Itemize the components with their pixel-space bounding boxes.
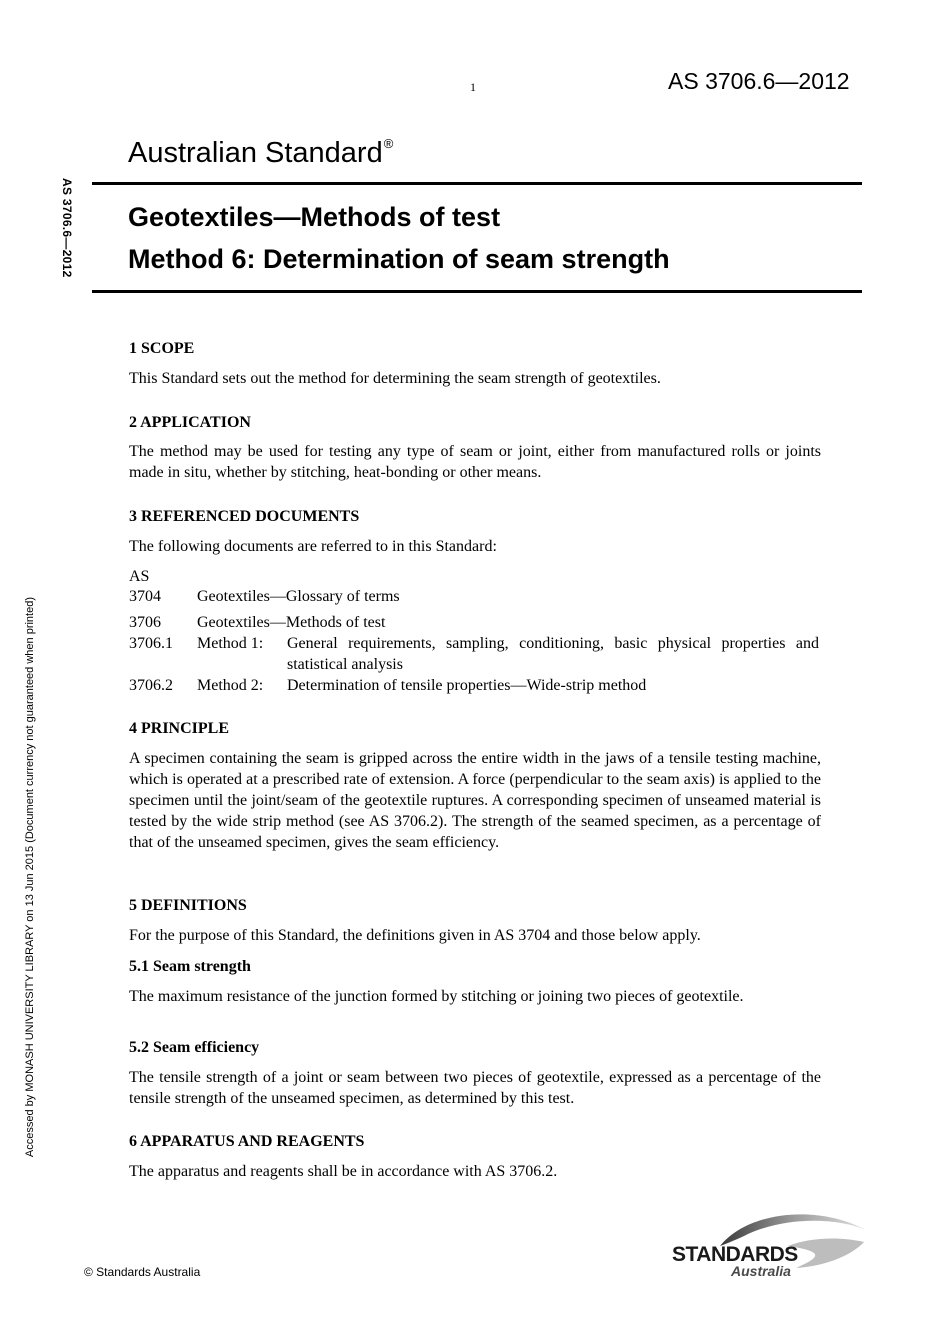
- ref-number: 3706.2: [129, 677, 173, 694]
- ref-method: Method 1:: [197, 635, 264, 652]
- ref-number: 3706.1: [129, 635, 173, 652]
- title-line-1: Geotextiles—Methods of test: [128, 202, 501, 232]
- page-number: 1: [470, 80, 476, 94]
- section-2-heading: 2 APPLICATION: [129, 414, 251, 431]
- subsection-5-1-heading: 5.1 Seam strength: [129, 958, 251, 975]
- top-rule: [92, 182, 862, 185]
- logo-subtitle: Australia: [731, 1263, 791, 1279]
- ref-title: Geotextiles—Methods of test: [197, 614, 386, 631]
- section-5-text: For the purpose of this Standard, the definitions given in AS 3704 and those below apply.: [129, 927, 701, 944]
- side-document-code: AS 3706.6—2012: [60, 178, 74, 278]
- ref-method: Method 2:: [197, 677, 264, 694]
- section-4-heading: 4 PRINCIPLE: [129, 720, 230, 737]
- section-5-heading: 5 DEFINITIONS: [129, 897, 247, 914]
- ref-prefix: AS: [129, 568, 150, 585]
- standard-label-text: Australian Standard: [128, 137, 383, 169]
- registered-mark: ®: [383, 136, 394, 151]
- ref-title: Geotextiles—Glossary of terms: [197, 588, 400, 605]
- bottom-rule: [92, 290, 862, 293]
- subsection-5-2-text: The tensile strength of a joint or seam between two pieces of geotextile, expressed as a percentage of the tensile strength of the unseamed specimen, as determined by this test.: [129, 1069, 821, 1107]
- section-3-heading: 3 REFERENCED DOCUMENTS: [129, 508, 360, 525]
- section-1-text: This Standard sets out the method for determining the seam strength of geotextiles.: [129, 370, 661, 387]
- section-2-text: The method may be used for testing any type of seam or joint, either from manufactured rolls or joints made in situ, whether by stitching, heat-bonding or other means.: [129, 443, 821, 481]
- logo-wordmark: STANDARDS: [672, 1243, 798, 1266]
- document-code: AS 3706.6—2012: [668, 68, 850, 94]
- section-4-text: A specimen containing the seam is gripped across the entire width in the jaws of a tensile testing machine, which is operated at a prescribed rate of extension. A force (perpendicular to the seam axis) is applied to the specimen until the joint/seam of the geotextile ruptures. A corresponding specimen of unseamed material is tested by the wide strip method (see AS 3706.2). The strength of the seamed specimen, as a percentage of that of the unseamed specimen, gives the seam efficiency.: [129, 750, 821, 851]
- ref-row: [129, 586, 161, 607]
- section-6-heading: 6 APPARATUS AND REAGENTS: [129, 1133, 365, 1150]
- standard-label: [128, 136, 393, 170]
- subsection-5-1-text: The maximum resistance of the junction formed by stitching or joining two pieces of geotextile.: [129, 988, 744, 1005]
- ref-title: General requirements, sampling, conditioning, basic physical properties and statistical analysis: [287, 635, 819, 673]
- subsection-5-2-heading: 5.2 Seam efficiency: [129, 1039, 260, 1056]
- title-line-2: Method 6: Determination of seam strength: [128, 244, 670, 274]
- ref-title: Determination of tensile properties—Wide-strip method: [287, 677, 647, 694]
- access-note: Accessed by MONASH UNIVERSITY LIBRARY on 13 Jun 2015 (Document currency not guaranteed when printed): [24, 597, 36, 1158]
- section-3-intro: The following documents are referred to in this Standard:: [129, 538, 497, 555]
- ref-number: 3706: [129, 614, 161, 631]
- section-1-heading: 1 SCOPE: [129, 340, 195, 357]
- copyright-notice: © Standards Australia: [84, 1265, 201, 1279]
- ref-number: 3704: [129, 588, 161, 605]
- section-6-text: The apparatus and reagents shall be in accordance with AS 3706.2.: [129, 1163, 558, 1180]
